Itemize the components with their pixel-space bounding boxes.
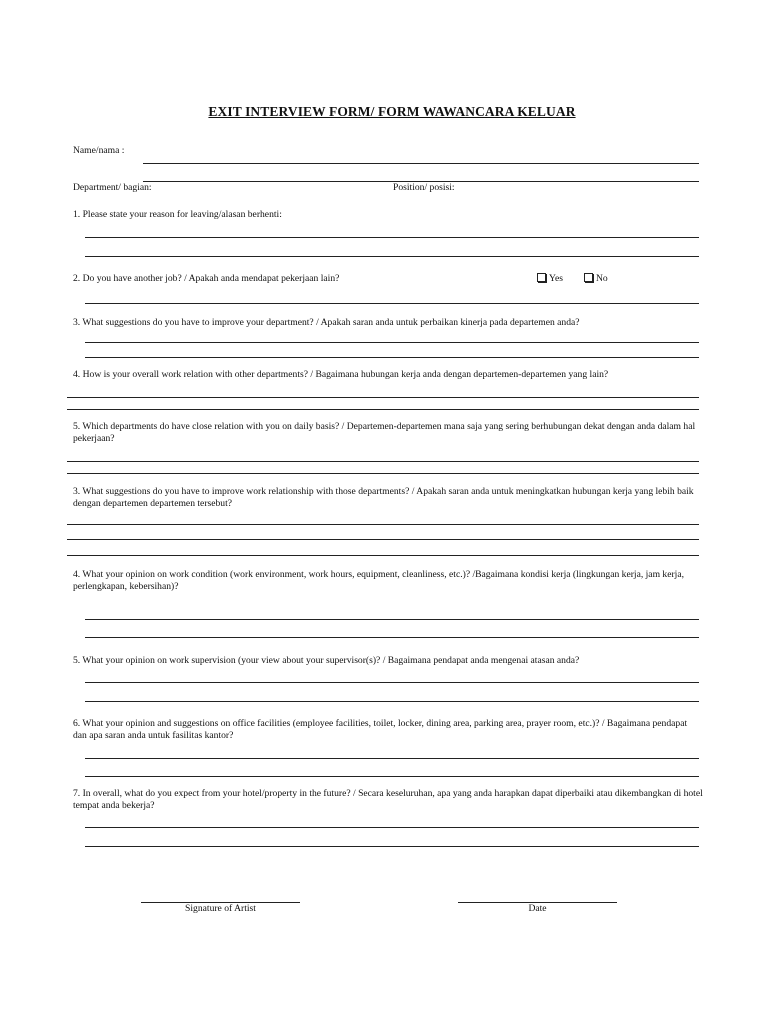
answer-line[interactable] — [85, 357, 699, 358]
no-label: No — [596, 273, 608, 284]
date-label: Date — [528, 903, 547, 914]
answer-line[interactable] — [67, 409, 699, 410]
no-checkbox[interactable] — [584, 273, 608, 285]
question-9: 6. What your opinion and suggestions on office facilities (employee facilities, toilet, locker, dining area, parking area, prayer room, etc.)? / Bagaimana pendapat dan apa saran anda untuk fasilitas kantor? — [73, 718, 688, 741]
form-title: EXIT INTERVIEW FORM/ FORM WAWANCARA KELUAR — [208, 104, 576, 119]
question-8: 5. What your opinion on work supervision (your view about your supervisor(s)? / Bagaimana pendapat anda mengenai atasan anda? — [73, 655, 580, 666]
checkbox-icon — [537, 273, 546, 282]
department-label: Department/ bagian: — [73, 182, 152, 193]
question-10: 7. In overall, what do you expect from your hotel/property in the future? / Secara keseluruhan, apa yang anda harapkan dapat diperbaiki atau dikembangkan di hotel tempat anda bekerja? — [73, 788, 703, 811]
question-2: 2. Do you have another job? / Apakah anda mendapat pekerjaan lain? — [73, 273, 340, 284]
name-label: Name/nama : — [73, 145, 125, 156]
answer-line[interactable] — [67, 397, 699, 398]
name-line[interactable] — [143, 163, 699, 164]
question-6: 3. What suggestions do you have to improve work relationship with those departments? / Apakah saran anda untuk meningkatkan hubungan kerja yang lebih baik dengan departemen departemen tersebut? — [73, 486, 694, 509]
answer-line[interactable] — [85, 682, 699, 683]
answer-line[interactable] — [67, 555, 699, 556]
yes-label: Yes — [549, 273, 563, 284]
question-5: 5. Which departments do have close relation with you on daily basis? / Departemen-departemen mana saja yang sering berhubungan dekat dengan anda dalam hal pekerjaan? — [73, 421, 696, 444]
answer-line[interactable] — [85, 701, 699, 702]
answer-line[interactable] — [85, 776, 699, 777]
answer-line[interactable] — [85, 256, 699, 257]
answer-line[interactable] — [85, 303, 699, 304]
answer-line[interactable] — [67, 539, 699, 540]
answer-line[interactable] — [85, 827, 699, 828]
checkbox-icon — [584, 273, 593, 282]
yes-checkbox[interactable] — [537, 273, 563, 285]
answer-line[interactable] — [85, 637, 699, 638]
answer-line[interactable] — [85, 342, 699, 343]
question-4: 4. How is your overall work relation with other departments? / Bagaimana hubungan kerja anda dengan departemen-departemen yang lain? — [73, 369, 609, 380]
question-1: 1. Please state your reason for leaving/alasan berhenti: — [73, 209, 282, 220]
signature-label: Signature of Artist — [185, 903, 256, 914]
answer-line[interactable] — [67, 524, 699, 525]
position-label: Position/ posisi: — [393, 182, 455, 193]
answer-line[interactable] — [85, 758, 699, 759]
answer-line[interactable] — [85, 846, 699, 847]
answer-line[interactable] — [67, 473, 699, 474]
answer-line[interactable] — [85, 619, 699, 620]
answer-line[interactable] — [85, 237, 699, 238]
question-3: 3. What suggestions do you have to improve your department? / Apakah saran anda untuk perbaikan kinerja pada departemen anda? — [73, 317, 580, 328]
answer-line[interactable] — [67, 461, 699, 462]
question-7: 4. What your opinion on work condition (work environment, work hours, equipment, cleanliness, etc.)? /Bagaimana kondisi kerja (lingkungan kerja, jam kerja, perlengkapan, kebersihan)? — [73, 569, 685, 592]
